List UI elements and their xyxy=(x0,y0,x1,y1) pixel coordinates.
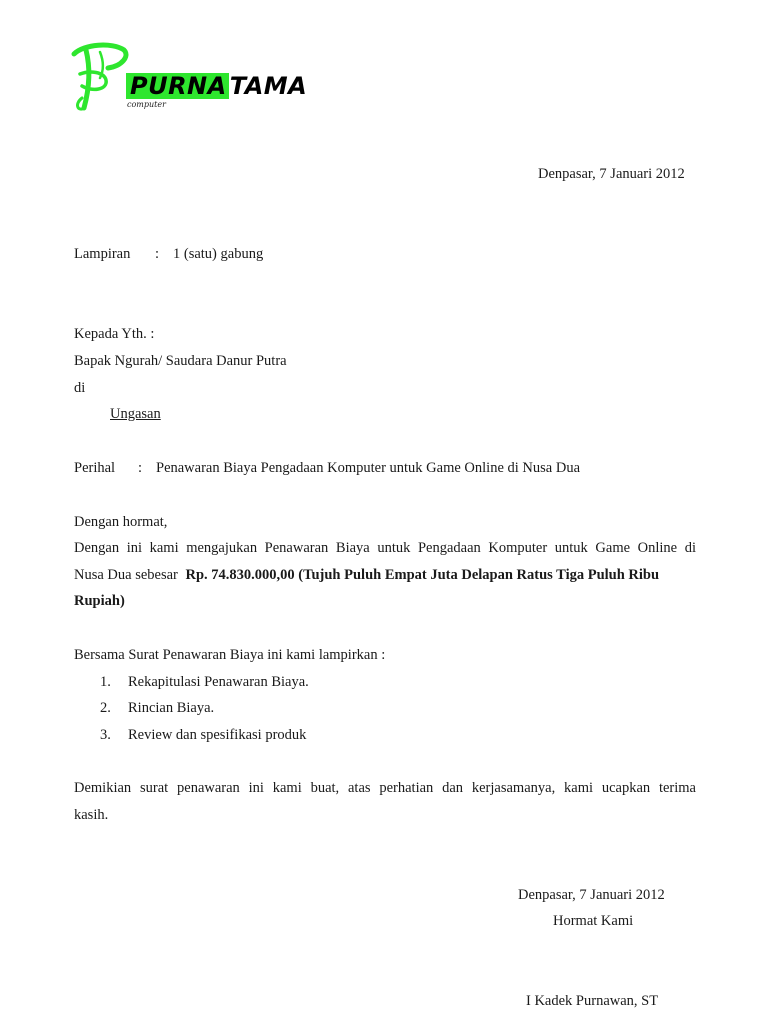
recipient-to-label: Kepada Yth. : xyxy=(74,326,155,342)
logo-wordmark xyxy=(126,73,307,99)
company-logo xyxy=(70,40,308,120)
offer-amount-continued: Rupiah) xyxy=(74,593,125,609)
subject-label: Perihal xyxy=(74,460,116,476)
body-line-1: Dengan ini kami mengajukan Penawaran Biaya untuk Pengadaan Komputer untuk Game Online di xyxy=(74,540,696,556)
recipient-di: di xyxy=(74,380,86,396)
list-item: Rekapitulasi Penawaran Biaya. xyxy=(128,674,309,690)
attachment-value: 1 (satu) gabung xyxy=(173,246,264,262)
body-line-2 xyxy=(74,567,659,584)
signatory-name: I Kadek Purnawan, ST xyxy=(526,993,659,1009)
letter-date: Denpasar, 7 Januari 2012 xyxy=(538,166,685,182)
list-item-number: 1. xyxy=(100,674,111,690)
attachment-label: Lampiran xyxy=(74,246,131,262)
offer-amount: Rp. 74.830.000,00 (Tujuh Puluh Empat Juta Delapan Ratus Tiga Puluh Ribu xyxy=(185,567,660,583)
list-item: Review dan spesifikasi produk xyxy=(128,727,307,743)
subject-value: Penawaran Biaya Pengadaan Komputer untuk Game Online di Nusa Dua xyxy=(156,460,581,476)
recipient-name: Bapak Ngurah/ Saudara Danur Putra xyxy=(74,353,287,369)
list-item-number: 2. xyxy=(100,700,111,716)
attachment-colon: : xyxy=(155,246,160,262)
attachments-intro: Bersama Surat Penawaran Biaya ini kami lampirkan : xyxy=(74,647,386,663)
purnatama-p-logo-icon xyxy=(70,40,132,116)
list-item-number: 3. xyxy=(100,727,111,743)
closing-line-2: kasih. xyxy=(74,807,109,823)
greeting: Dengan hormat, xyxy=(74,514,168,530)
signature-date: Denpasar, 7 Januari 2012 xyxy=(518,887,665,903)
body-line-2-prefix: Nusa Dua sebesar xyxy=(74,567,178,583)
logo-wordmark-highlight: PURNA xyxy=(126,73,229,99)
subject-colon: : xyxy=(138,460,143,476)
recipient-location: Ungasan xyxy=(110,406,161,422)
logo-tagline: computer xyxy=(127,100,166,109)
signature-regards: Hormat Kami xyxy=(553,913,634,929)
closing-line-1: Demikian surat penawaran ini kami buat, atas perhatian dan kerjasamanya, kami ucapkan terima xyxy=(74,780,696,796)
list-item: Rincian Biaya. xyxy=(128,700,215,716)
logo-wordmark-rest: TAMA xyxy=(229,72,308,100)
